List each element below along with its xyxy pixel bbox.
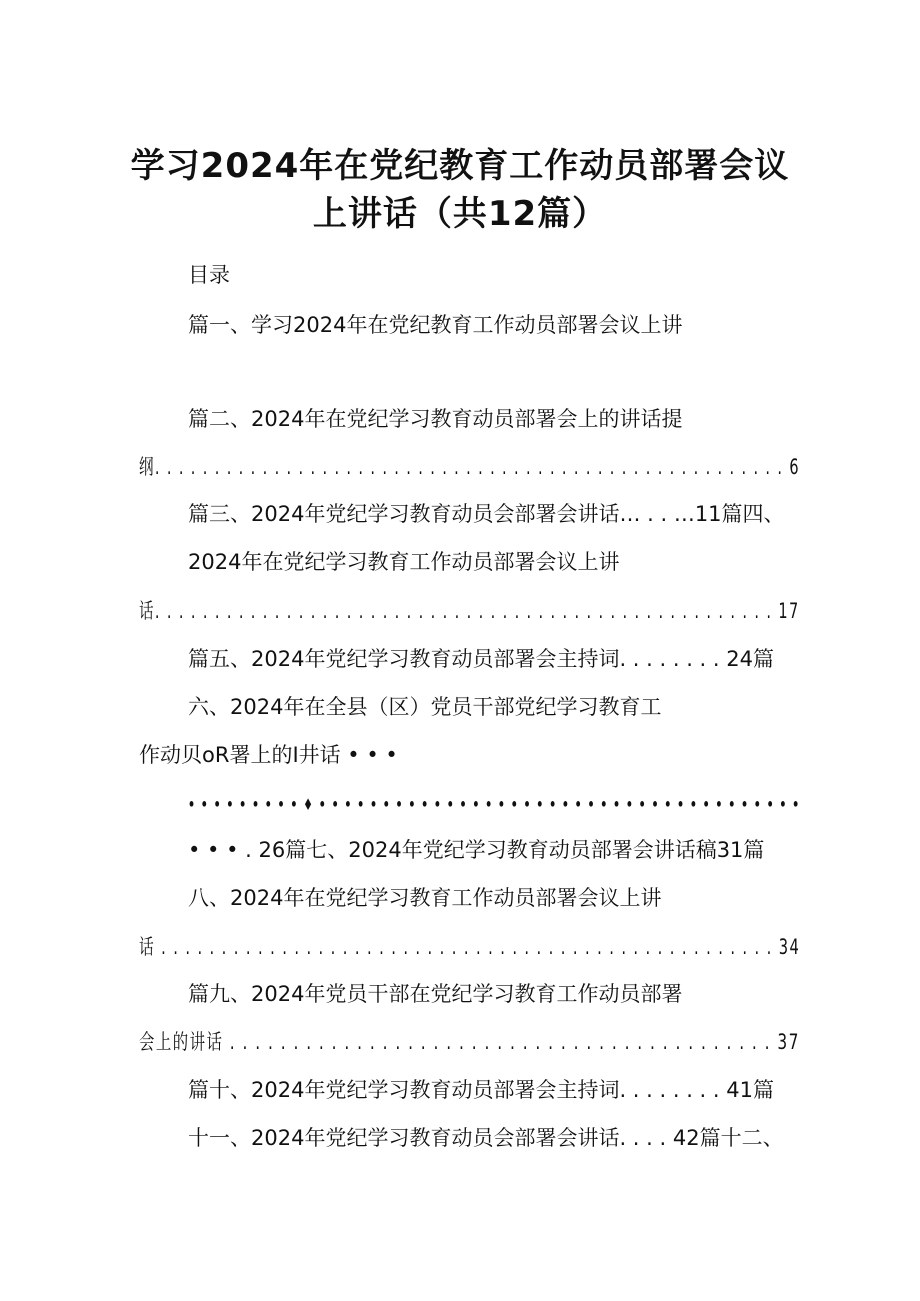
toc-entry-2-leader: 纲. . . . . . . . . . . . . . . . . . . . . . . . . . . . . . . . . . . . . . . . . . . . . . . . . . . . . 6 [139,455,800,479]
toc-entry-8-leader: 话 . . . . . . . . . . . . . . . . . . . . . . . . . . . . . . . . . . . . . . . . . . . . . . . . . . . 34 [139,935,801,959]
toc-entry-10: 篇十、2024年党纪学习教育动员部署会主持词. . . . . . . . 41篇 [188,1078,774,1102]
toc-entry-9: 篇九、2024年党员干部在党纪学习教育工作动员部署 [188,982,683,1006]
toc-entry-1: 篇一、学习2024年在党纪教育工作动员部署会议上讲 [188,313,683,337]
toc-entry-6-leader: • • • • • • • • • ♦ • • • • • • • • • • • • • • • • • • • • • • • • • • • • • • • • • • • • • • [188,795,801,814]
toc-entry-5: 篇五、2024年党纪学习教育动员部署会主持词. . . . . . . . 24篇 [188,647,774,671]
toc-entry-4-leader: 话. . . . . . . . . . . . . . . . . . . . . . . . . . . . . . . . . . . . . . . . . . . . . . . . . . . . 17 [139,599,800,623]
toc-entry-6-cont: 作动贝oR署上的I井话 • • • [139,743,398,767]
document-title-line-1: 学习2024年在党纪教育工作动员部署会议 [130,146,790,186]
toc-entry-3: 篇三、2024年党纪学习教育动员会部署会讲话… . . …11篇四、 [188,502,785,526]
toc-entry-8: 八、2024年在党纪学习教育工作动员部署会议上讲 [188,886,662,910]
toc-entry-2: 篇二、2024年在党纪学习教育动员部署会上的讲话提 [188,407,683,431]
toc-entry-9-leader: 会上的讲话 . . . . . . . . . . . . . . . . . . . . . . . . . . . . . . . . . . . . . . . . . . . 37 [139,1030,800,1054]
toc-heading: 目录 [188,263,230,287]
toc-entry-6: 六、2024年在全县（区）党员干部党纪学习教育工 [188,695,662,719]
toc-entry-7: • • • . 26篇七、2024年党纪学习教育动员部署会讲话稿31篇 [188,838,765,862]
toc-entry-11: 十一、2024年党纪学习教育动员会部署会讲话. . . . 42篇十二、 [188,1126,784,1150]
document-title-line-2: 上讲话（共12篇） [312,194,608,234]
toc-entry-4: 2024年在党纪学习教育工作动员部署会议上讲 [188,550,620,574]
